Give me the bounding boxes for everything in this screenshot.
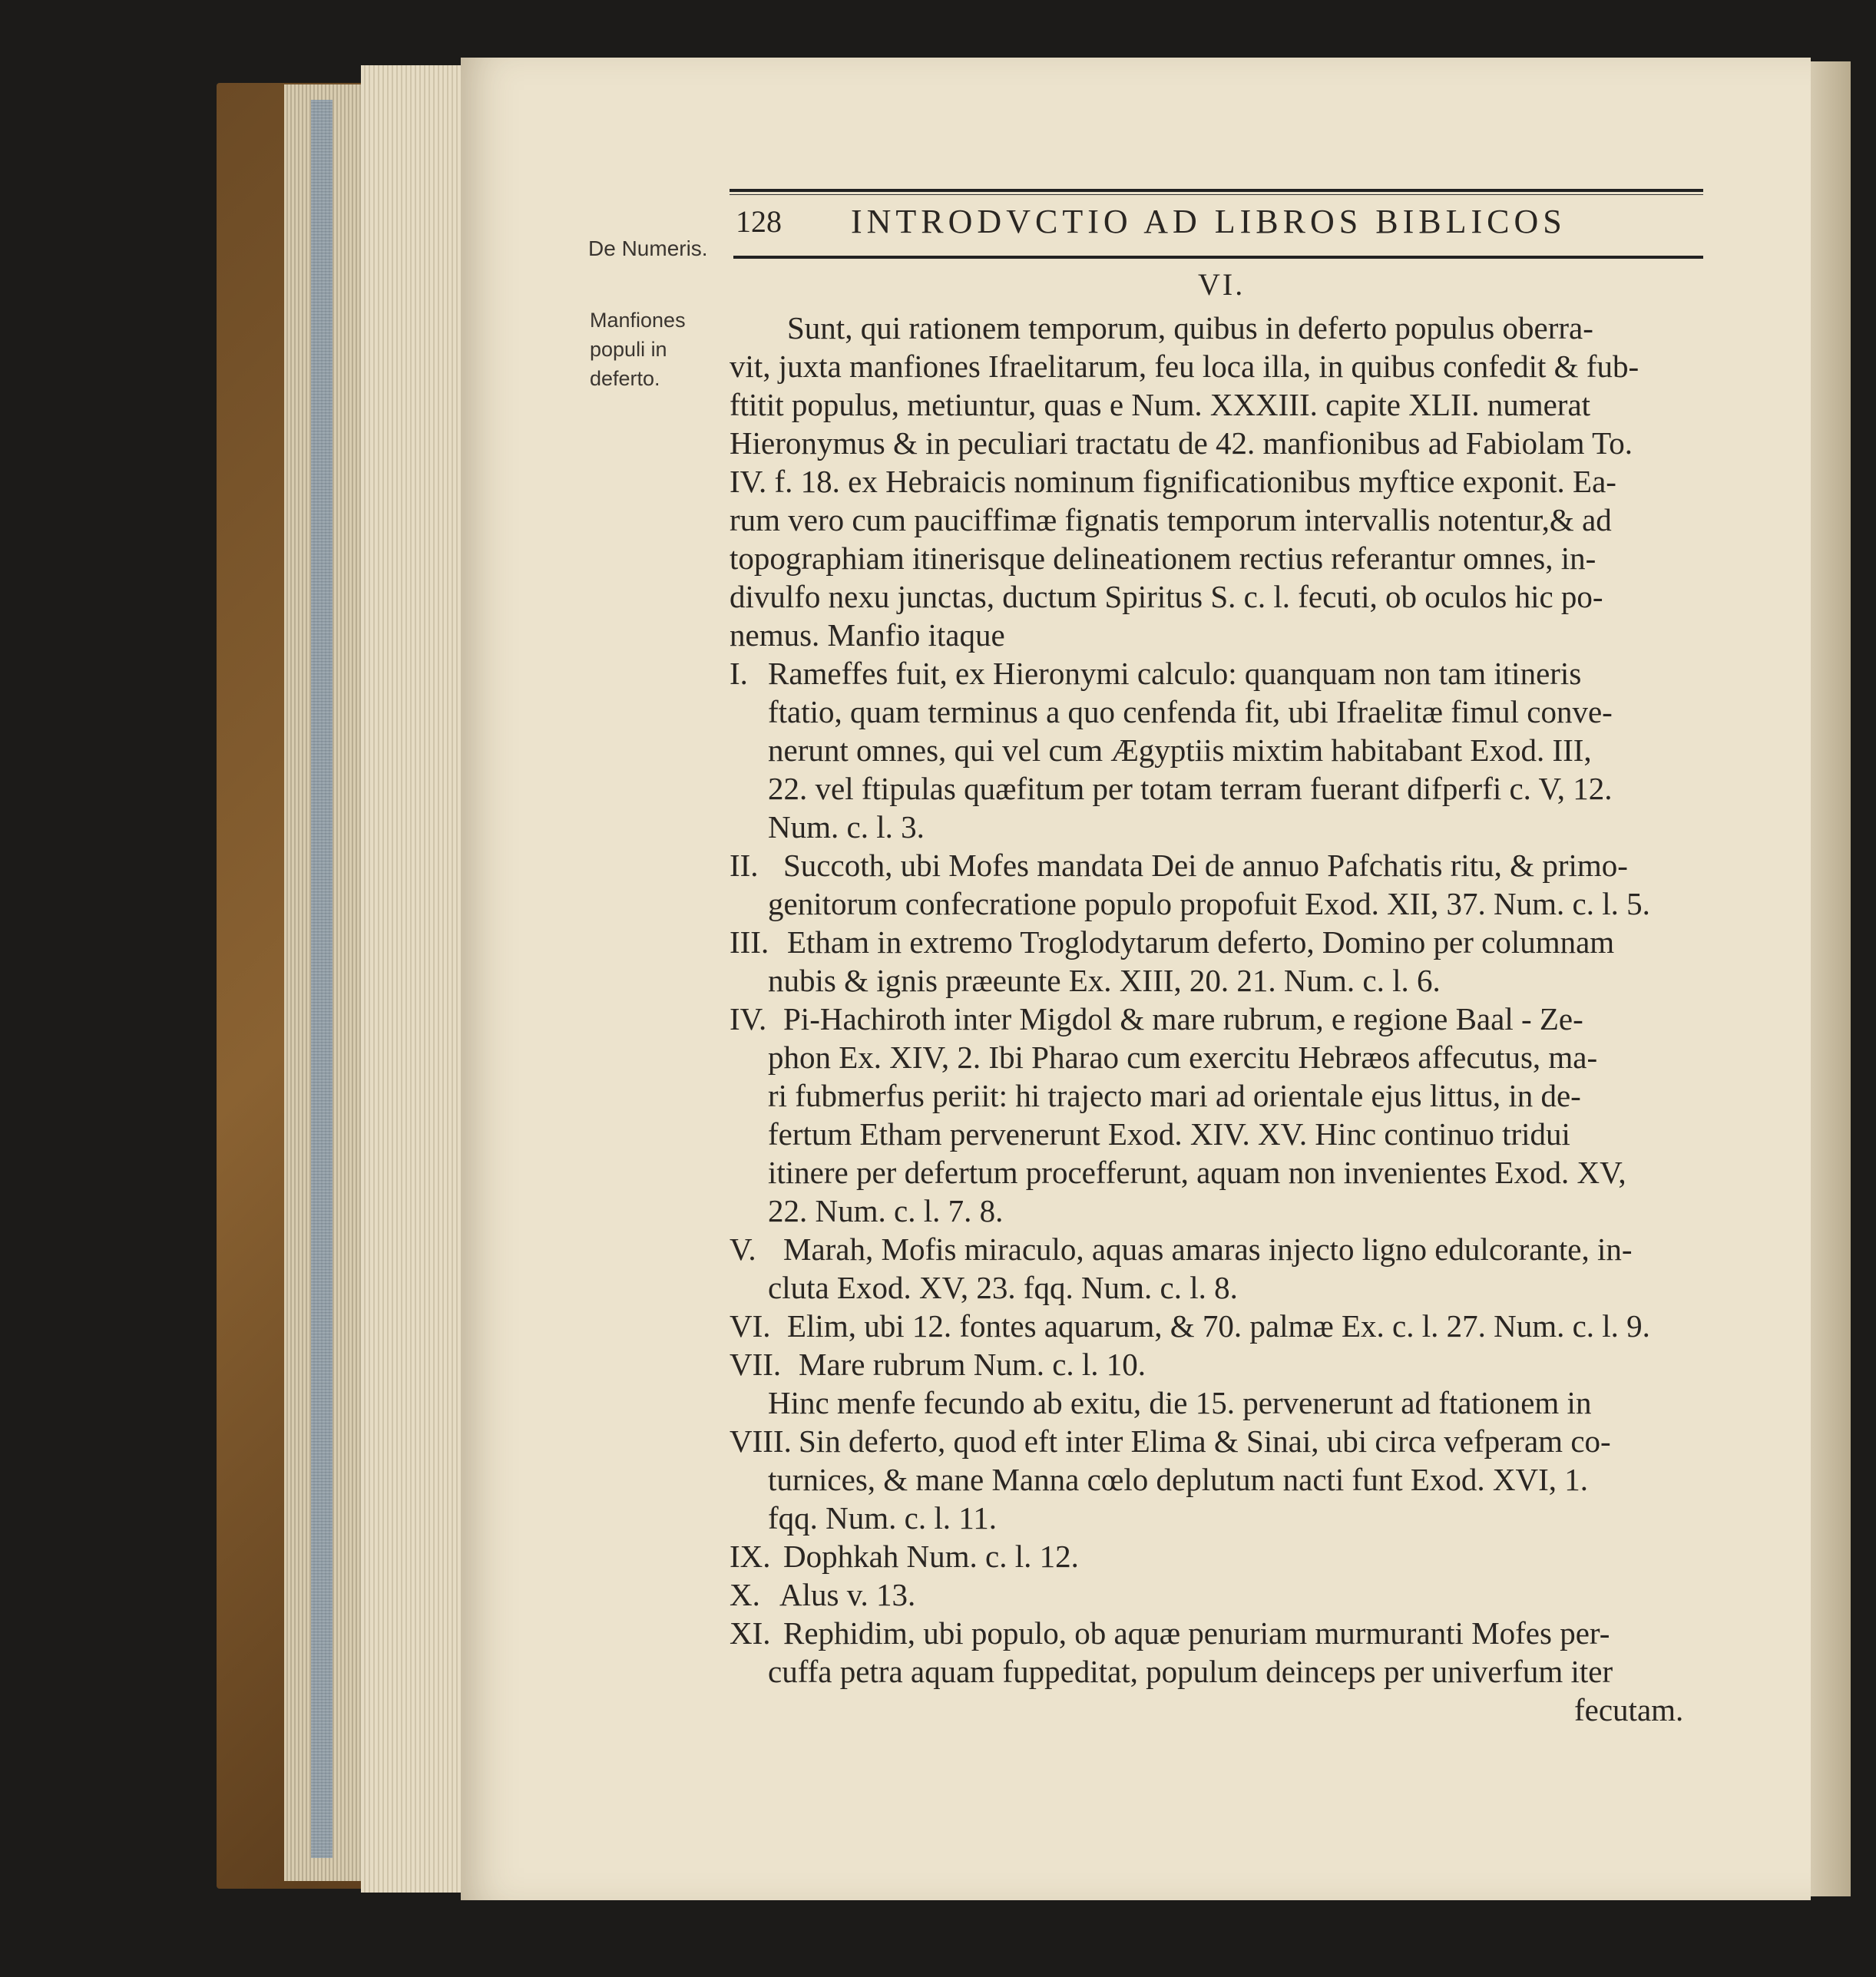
page-edge-marbling [311, 100, 333, 1858]
text-line: Alus v. 13. [779, 1577, 916, 1612]
header-rule-bottom [733, 256, 1703, 259]
text-line: Elim, ubi 12. fontes aquarum, & 70. palmæ Ex. c. l. 27. Num. c. l. 9. [787, 1308, 1650, 1344]
text-line: phon Ex. XIV, 2. Ibi Pharao cum exercitu Hebræos affecutus, ma- [768, 1040, 1598, 1075]
text-line: 22. vel ftipulas quæfitum per totam terram fuerant difperfi c. V, 12. [768, 771, 1613, 806]
text-line: fertum Etham pervenerunt Exod. XIV. XV. Hinc continuo tridui [768, 1116, 1570, 1152]
text-line: rum vero cum pauciffimæ fignatis temporum intervallis notentur,& ad [730, 502, 1612, 537]
list-numeral: I. [730, 656, 748, 691]
text-line: Succoth, ubi Mofes mandata Dei de annuo Pafchatis ritu, & primo- [783, 848, 1628, 883]
text-line: Hinc menfe fecundo ab exitu, die 15. pervenerunt ad ftationem in [768, 1385, 1592, 1420]
list-numeral: III. [730, 924, 769, 960]
page-right-edge [1805, 61, 1851, 1896]
text-line: ftatio, quam terminus a quo cenfenda fit, ubi Ifraelitæ fimul conve- [768, 694, 1613, 729]
text-line: topographiam itinerisque delineationem rectius referantur omnes, in- [730, 541, 1596, 576]
text-line: fecutam. [1574, 1692, 1684, 1727]
text-line: genitorum confecratione populo propofuit Exod. XII, 37. Num. c. l. 5. [768, 886, 1650, 921]
list-numeral: VII. [730, 1347, 782, 1382]
text-line: itinere per defertum procefferunt, aquam non invenientes Exod. XV, [768, 1155, 1626, 1190]
text-line: divulfo nexu junctas, ductum Spiritus S. c. l. fecuti, ob oculos hic po- [730, 579, 1603, 614]
list-numeral: X. [730, 1577, 760, 1612]
list-numeral: XI. [730, 1615, 771, 1651]
page-number: 128 [736, 204, 782, 239]
text-line: nubis & ignis præeunte Ex. XIII, 20. 21. Num. c. l. 6. [768, 963, 1441, 998]
header-rule-top-thin [730, 194, 1703, 195]
text-line: cluta Exod. XV, 23. fqq. Num. c. l. 8. [768, 1270, 1238, 1305]
list-numeral: IX. [730, 1539, 771, 1574]
text-line: Rephidim, ubi populo, ob aquæ penuriam murmuranti Mofes per- [783, 1615, 1610, 1651]
text-line: Rameffes fuit, ex Hieronymi calculo: quanquam non tam itineris [768, 656, 1582, 691]
margin-note-line-3: deferto. [590, 367, 660, 390]
text-line: Hieronymus & in peculiari tractatu de 42. manfionibus ad Fabiolam To. [730, 425, 1633, 461]
text-line: ftitit populus, metiuntur, quas e Num. XXXIII. capite XLII. numerat [730, 387, 1591, 422]
text-line: Dophkah Num. c. l. 12. [783, 1539, 1079, 1574]
text-line: vit, juxta manfiones Ifraelitarum, feu loca illa, in quibus confedit & fub- [730, 349, 1639, 384]
text-line: fqq. Num. c. l. 11. [768, 1500, 997, 1536]
text-line: Sunt, qui rationem temporum, quibus in deferto populus oberra- [787, 310, 1593, 345]
margin-section-label: De Numeris. [588, 236, 708, 260]
text-line: nemus. Manfio itaque [730, 617, 1005, 653]
list-numeral: VI. [730, 1308, 771, 1344]
text-line: ri fubmerfus periit: hi trajecto mari ad orientale ejus littus, in de- [768, 1078, 1581, 1113]
text-line: nerunt omnes, qui vel cum Ægyptiis mixtim habitabant Exod. III, [768, 732, 1592, 768]
list-numeral: VIII. [730, 1423, 792, 1459]
text-line: Pi-Hachiroth inter Migdol & mare rubrum, e regione Baal - Ze- [783, 1001, 1583, 1036]
text-line: IV. f. 18. ex Hebraicis nominum fignificationibus myftice exponit. Ea- [730, 464, 1616, 499]
text-line: Mare rubrum Num. c. l. 10. [799, 1347, 1146, 1382]
text-line: Num. c. l. 3. [768, 809, 925, 845]
list-numeral: V. [730, 1231, 756, 1267]
running-title: INTRODVCTIO AD LIBROS BIBLICOS [851, 203, 1567, 240]
text-line: turnices, & mane Manna cœlo deplutum nacti funt Exod. XVI, 1. [768, 1462, 1589, 1497]
text-line: cuffa petra aquam fuppeditat, populum deinceps per univerfum iter [768, 1654, 1613, 1689]
text-line: Sin deferto, quod eft inter Elima & Sinai, ubi circa vefperam co- [799, 1423, 1611, 1459]
header-rule-top [730, 189, 1703, 192]
page-stack [361, 65, 468, 1893]
list-numeral: II. [730, 848, 759, 883]
section-number: VI. [1198, 267, 1246, 302]
margin-note-line-1: Manfiones [590, 309, 686, 332]
list-numeral: IV. [730, 1001, 767, 1036]
margin-note-line-2: populi in [590, 338, 667, 361]
text-line: Etham in extremo Troglodytarum deferto, Domino per columnam [787, 924, 1615, 960]
text-line: 22. Num. c. l. 7. 8. [768, 1193, 1004, 1228]
text-line: Marah, Mofis miraculo, aquas amaras injecto ligno edulcorante, in- [783, 1231, 1633, 1267]
